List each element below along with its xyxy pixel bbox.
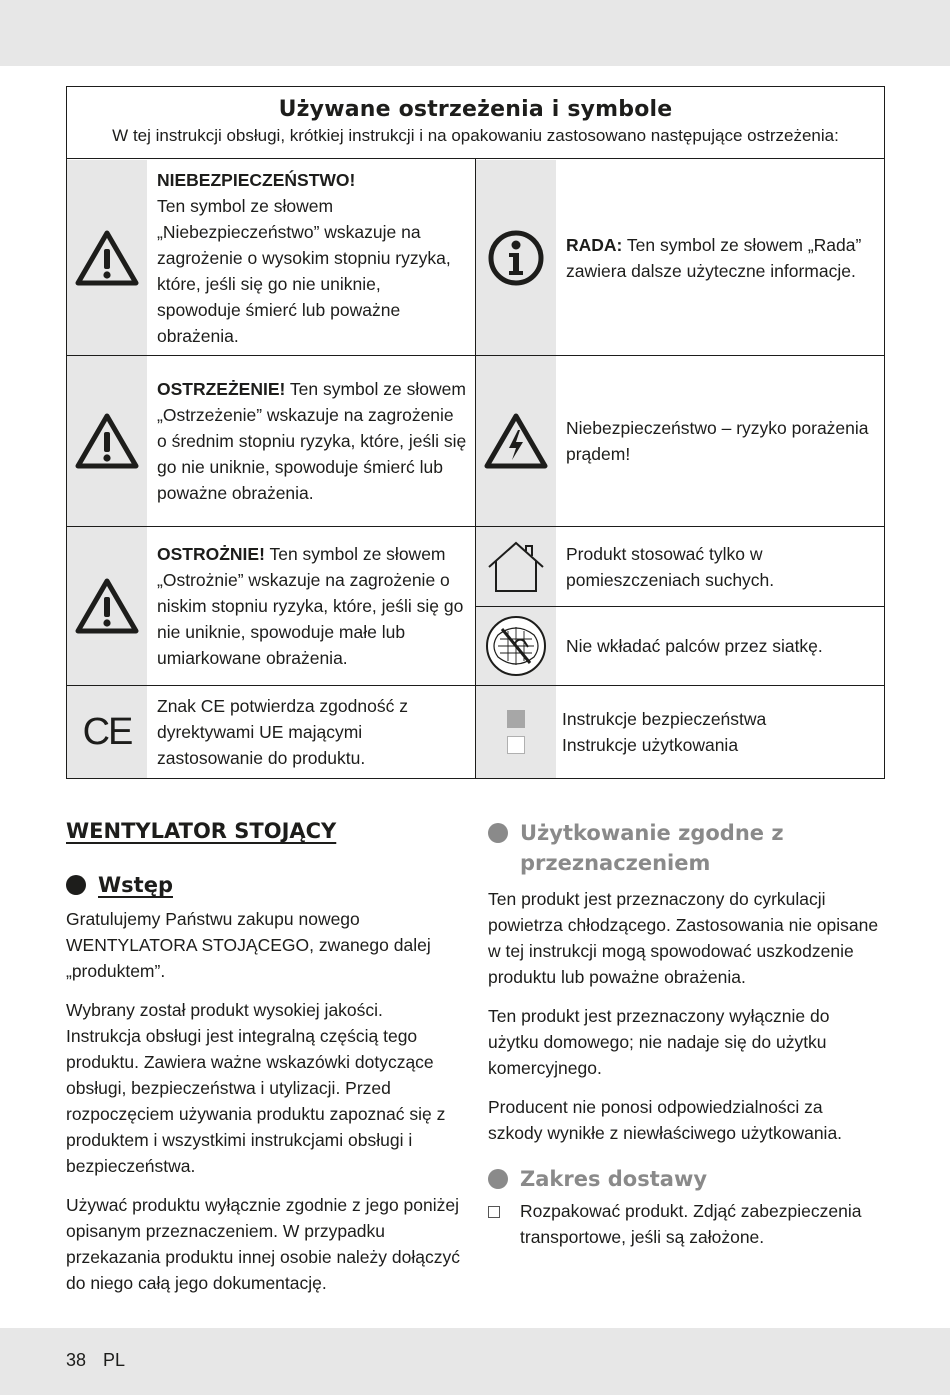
caution-text: Ten symbol ze słowem „Ostrożnie” wskazuje na zagrożenie o niskim stopniu ryzyka, które, jeśli się go nie uniknie, spowoduje małe lub umiarkowane obrażenia. bbox=[157, 544, 464, 668]
symbol-row-ce bbox=[67, 686, 475, 778]
symbols-subtitle: W tej instrukcji obsługi, krótkiej instrukcji i na opakowaniu zastosowano następujące ostrzeżenia: bbox=[112, 126, 839, 145]
checkbox-icon bbox=[488, 1206, 500, 1218]
delivery-heading bbox=[488, 1164, 880, 1194]
fingers-text: Nie wkładać palców przez siatkę. bbox=[566, 636, 823, 656]
symbol-row-indoor bbox=[476, 527, 884, 606]
symbols-title: Używane ostrzeżenia i symbole bbox=[278, 97, 673, 122]
symbol-row-danger bbox=[67, 160, 475, 355]
bullet-dot-icon bbox=[488, 823, 508, 843]
safety-square-icon bbox=[507, 710, 525, 728]
symbols-header bbox=[67, 87, 884, 159]
warning-triangle-icon bbox=[67, 160, 147, 355]
page-number: 38 bbox=[66, 1350, 87, 1370]
bullet-dot-icon bbox=[66, 875, 86, 895]
legend-usage: Instrukcje użytkowania bbox=[562, 735, 739, 755]
ce-mark-icon bbox=[67, 686, 147, 778]
tip-label: RADA: bbox=[566, 234, 623, 255]
house-icon bbox=[476, 527, 556, 606]
warning-triangle-icon bbox=[67, 527, 147, 685]
symbols-table bbox=[66, 86, 885, 779]
bullet-dot-icon bbox=[488, 1169, 508, 1189]
warning-text: Ten symbol ze słowem „Ostrzeżenie” wskazuje na zagrożenie o średnim stopniu ryzyka, które, jeśli się go nie uniknie, spowoduje śmierć lub poważne obrażenia. bbox=[157, 379, 467, 503]
tip-text: Ten symbol ze słowem „Rada” zawiera dalsze użyteczne informacje. bbox=[566, 234, 862, 281]
use-heading-text: Użytkowanie zgodne z przeznaczeniem bbox=[520, 821, 784, 875]
use-paragraph: Ten produkt jest przeznaczony wyłącznie do użytku domowego; nie nadaje się do użytku komercyjnego. bbox=[488, 1006, 830, 1078]
delivery-heading-text: Zakres dostawy bbox=[520, 1167, 708, 1191]
use-paragraph: Producent nie ponosi odpowiedzialności za szkody wynikłe z niewłaściwego użytkowania. bbox=[488, 1097, 843, 1143]
use-heading bbox=[488, 818, 880, 878]
delivery-item bbox=[488, 1198, 880, 1250]
symbol-row-fingers bbox=[476, 607, 884, 685]
warning-triangle-icon bbox=[67, 356, 147, 526]
electric-shock-icon bbox=[476, 356, 556, 526]
intro-heading-text: Wstęp bbox=[98, 873, 173, 897]
symbol-row-instructions bbox=[476, 686, 884, 778]
electric-text: Niebezpieczeństwo – ryzyko porażenia prądem! bbox=[566, 418, 869, 464]
product-title: WENTYLATOR STOJĄCY bbox=[66, 819, 337, 843]
language-code: PL bbox=[103, 1350, 126, 1370]
bottom-band bbox=[0, 1328, 950, 1395]
legend-safety: Instrukcje bezpieczeństwa bbox=[562, 709, 767, 729]
intro-heading bbox=[66, 870, 461, 900]
intro-paragraph: Gratulujemy Państwu zakupu nowego WENTYLATORA STOJĄCEGO, zwanego dalej „produktem”. bbox=[66, 909, 431, 981]
symbol-row-electric bbox=[476, 356, 884, 526]
no-fingers-grille-icon bbox=[476, 607, 556, 685]
delivery-item-text: Rozpakować produkt. Zdjąć zabezpieczenia transportowe, jeśli są założone. bbox=[520, 1201, 862, 1247]
symbol-row-tip bbox=[476, 160, 884, 355]
caution-label: OSTROŻNIE! bbox=[157, 544, 265, 564]
warning-label: OSTRZEŻENIE! bbox=[157, 379, 286, 399]
danger-label: NIEBEZPIECZEŃSTWO! bbox=[157, 169, 356, 190]
intro-paragraph: Wybrany został produkt wysokiej jakości. Instrukcja obsługi jest integralną częścią tego produktu. Zawiera ważne wskazówki dotyczące obsługi, bezpieczeństwa i utylizacji. Przed rozpoczęciem używania produktu zapoznać się z produktem i wszystkimi instrukcjami obsługi i bezpieczeństwa. bbox=[66, 1000, 446, 1176]
instructions-legend-icons bbox=[476, 686, 556, 778]
intro-paragraph: Używać produktu wyłącznie zgodnie z jego poniżej opisanym przeznaczeniem. W przypadku przekazania produktu innej osobie należy dołączyć do niego całą jego dokumentację. bbox=[66, 1195, 460, 1293]
page-footer bbox=[66, 1350, 137, 1371]
top-band bbox=[0, 0, 950, 66]
indoor-text: Produkt stosować tylko w pomieszczeniach suchych. bbox=[566, 543, 775, 590]
danger-text: Ten symbol ze słowem „Niebezpieczeństwo” wskazuje na zagrożenie o wysokim stopniu ryzyka, które, jeśli się go nie uniknie, spowoduje śmierć lub poważne obrażenia. bbox=[157, 195, 451, 346]
ce-text: Znak CE potwierdza zgodność z dyrektywami UE mającymi zastosowanie do produktu. bbox=[157, 696, 408, 768]
use-paragraph: Ten produkt jest przeznaczony do cyrkulacji powietrza chłodzącego. Zastosowania nie opisane w tej instrukcji mogą spowodować uszkodzenie produktu lub poważne obrażenia. bbox=[488, 889, 879, 987]
info-icon bbox=[476, 160, 556, 355]
right-column bbox=[488, 818, 880, 1250]
ce-mark: CE bbox=[82, 710, 132, 753]
usage-square-icon bbox=[507, 736, 525, 754]
left-column bbox=[66, 818, 461, 1309]
symbol-row-warning bbox=[67, 356, 475, 526]
symbol-row-caution bbox=[67, 527, 475, 685]
